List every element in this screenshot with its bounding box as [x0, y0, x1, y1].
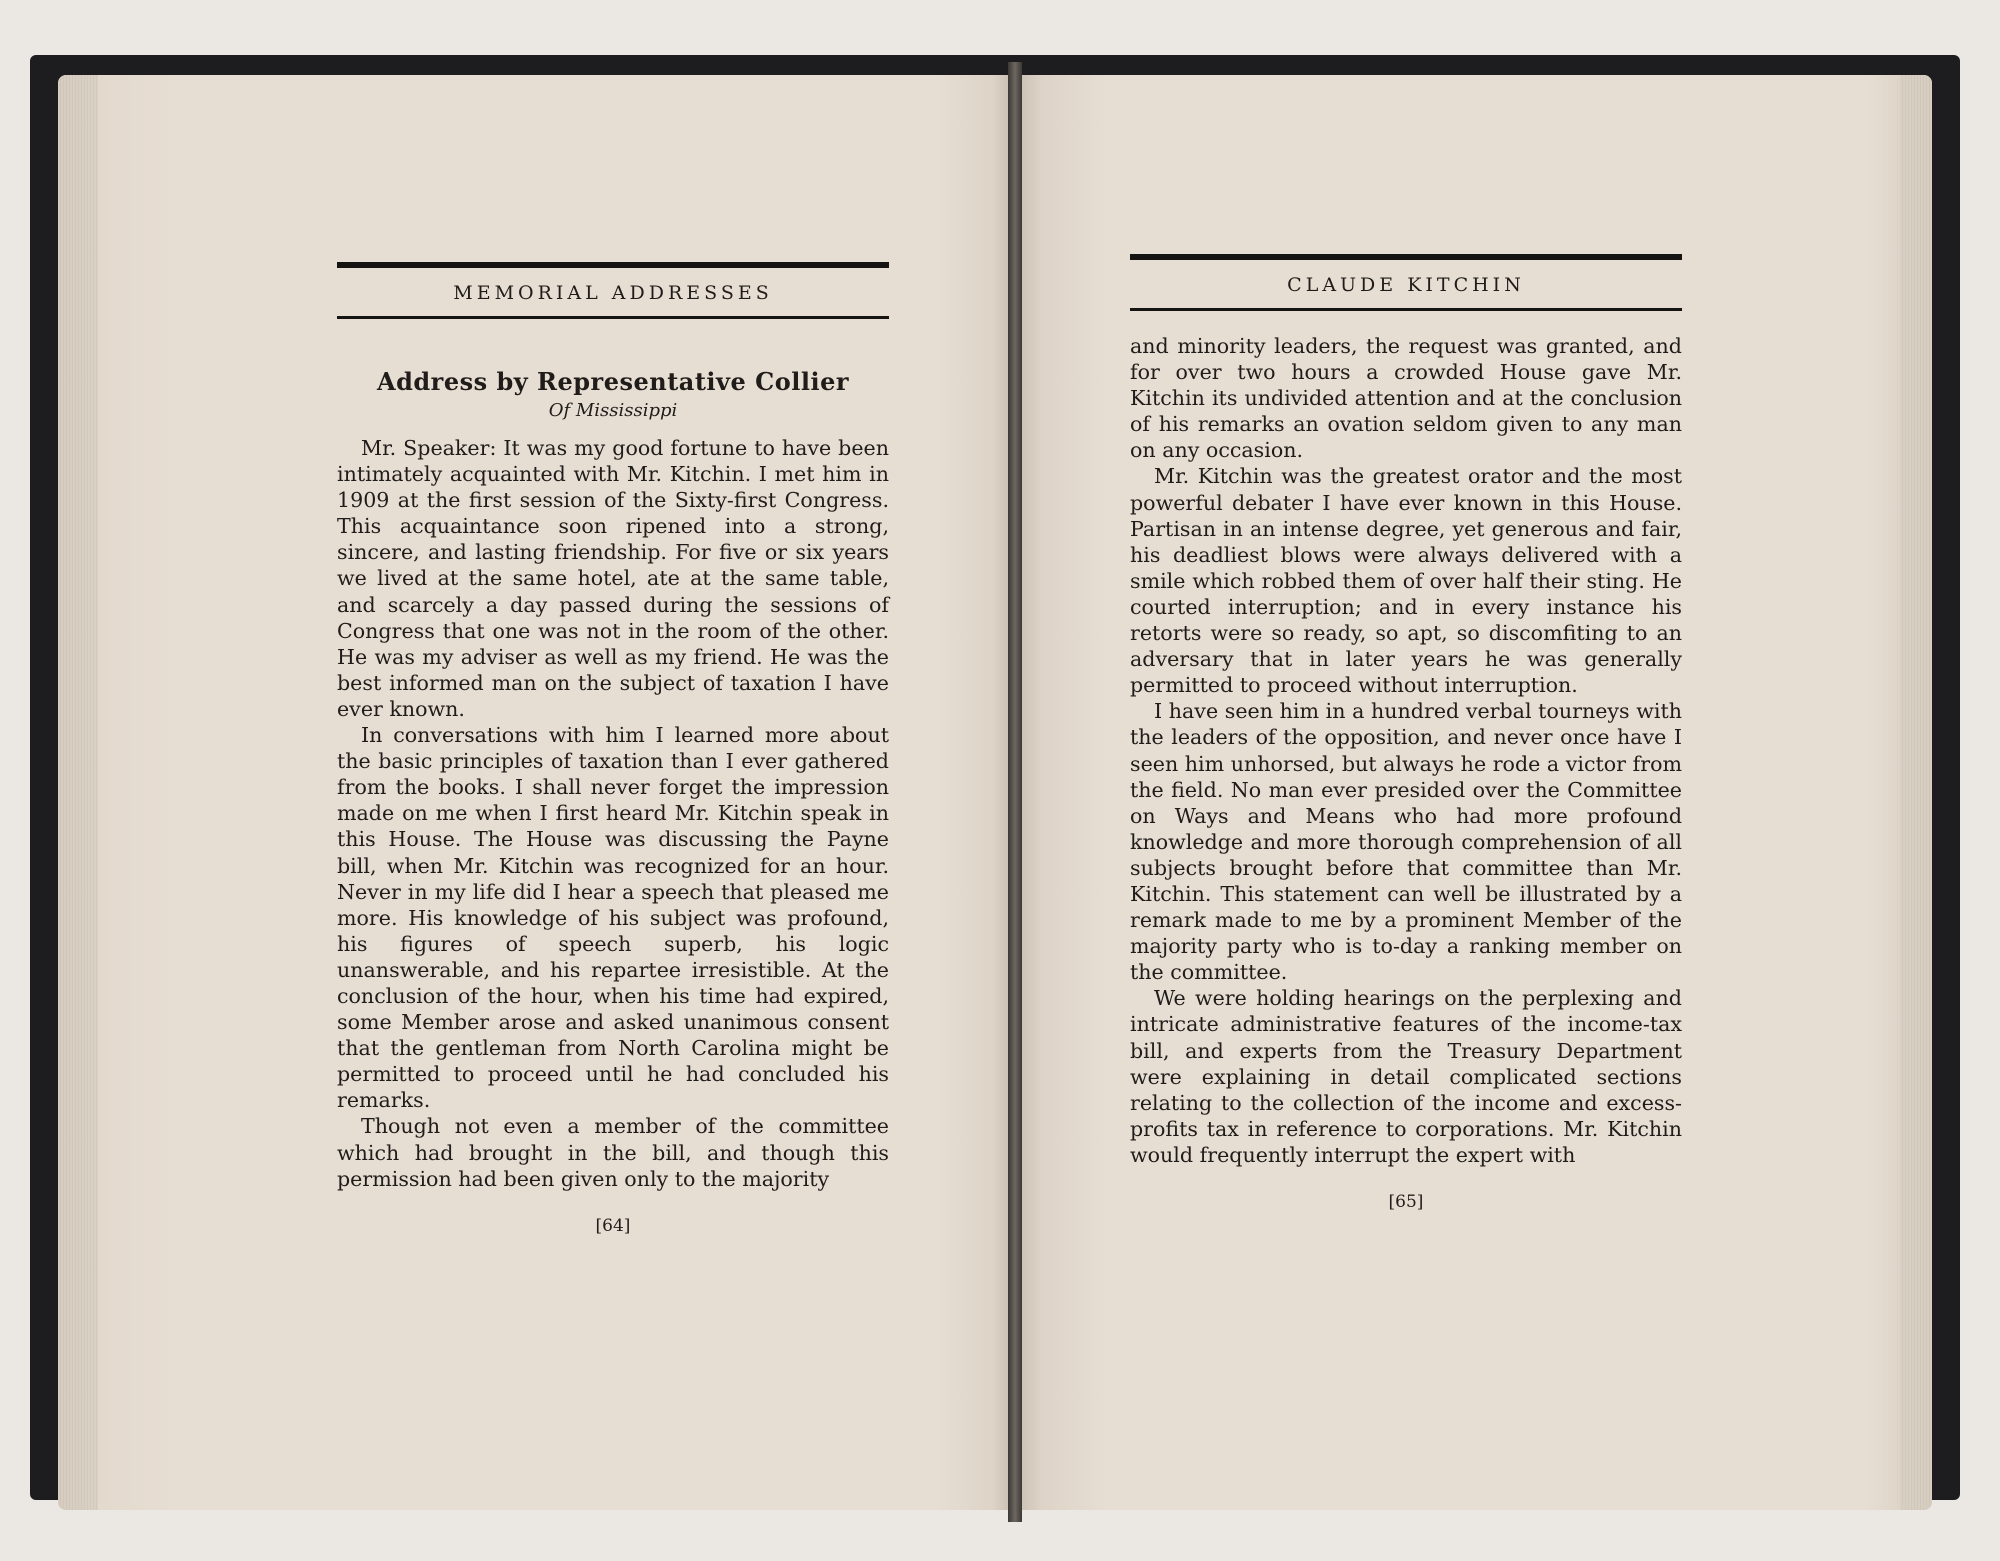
- running-head-bottom-rule: [1130, 308, 1682, 311]
- page-number: [64]: [595, 1215, 631, 1236]
- address-subtitle: Of Mississippi: [548, 400, 678, 421]
- right-page-edges: [1900, 75, 1932, 1510]
- book-gutter: [1008, 62, 1022, 1522]
- right-text-column: [1130, 254, 1682, 1212]
- paragraph: Mr. Speaker: It was my good fortune to have been intimately acquainted with Mr. Kitchin. I met him in 1909 at the first session of the Sixty-first Congress. This acquaintance soon ripened into a strong, sincere, and lasting friendship. For five or six years we lived at the same hotel, ate at the same table, and scarcely a day passed during the sessions of Congress that one was not in the room of the other. He was my adviser as well as my friend. He was the best informed man on the subject of taxation I have ever known.: [337, 436, 889, 721]
- paragraph: and minority leaders, the request was granted, and for over two hours a crowded House gave Mr. Kitchin its undivided attention and at the conclusion of his remarks an ovation seldom given to any man on any occasion.: [1130, 334, 1682, 463]
- running-head-bottom-rule: [337, 316, 889, 319]
- paragraph: In conversations with him I learned more about the basic principles of taxation than I ever gathered from the books. I shall never forget the impression made on me when I first heard Mr. Kitchin speak in this House. The House was discussing the Payne bill, when Mr. Kitchin was recognized for an hour. Never in my life did I hear a speech that pleased me more. His knowledge of his subject was profound, his figures of speech superb, his logic unanswerable, and his repartee irresistible. At the conclusion of the hour, when his time had expired, some Member arose and asked unanimous consent that the gentleman from North Carolina might be permitted to proceed until he had concluded his remarks.: [337, 723, 889, 1113]
- left-text-column: [337, 262, 889, 1236]
- paragraph: Though not even a member of the committee which had brought in the bill, and though this permission had been given only to the majority: [337, 1114, 889, 1191]
- paragraph: Mr. Kitchin was the greatest orator and the most powerful debater I have ever known in this House. Partisan in an intense degree, yet generous and fair, his deadliest blows were always delivered with a smile which robbed them of over half their sting. He courted interruption; and in every instance his retorts were so ready, so apt, so discomfiting to an adversary that in later years he was generally permitted to proceed without interruption.: [1130, 464, 1682, 698]
- address-title: Address by Representative Collier: [377, 367, 849, 396]
- running-head: MEMORIAL ADDRESSES: [453, 282, 773, 304]
- page-number: [65]: [1388, 1192, 1424, 1212]
- paragraph: We were holding hearings on the perplexing and intricate administrative features of the income-tax bill, and experts from the Treasury Department were explaining in detail complicated sections relating to the collection of the income and excess-profits tax in reference to corporations. Mr. Kitchin would frequently interrupt the expert with: [1130, 986, 1682, 1167]
- running-head: CLAUDE KITCHIN: [1287, 274, 1525, 296]
- left-page-edges: [58, 75, 98, 1510]
- paragraph: I have seen him in a hundred verbal tourneys with the leaders of the opposition, and never once have I seen him unhorsed, but always he rode a victor from the field. No man ever presided over the Committee on Ways and Means who had more profound knowledge and more thorough comprehension of all subjects brought before that committee than Mr. Kitchin. This statement can well be illustrated by a remark made to me by a prominent Member of the majority party who is to-day a ranking member on the committee.: [1130, 699, 1682, 985]
